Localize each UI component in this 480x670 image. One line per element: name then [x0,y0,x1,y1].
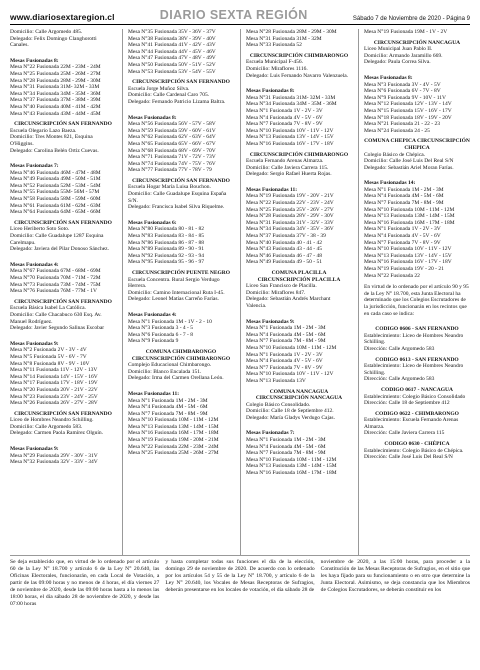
column-3 [240,29,352,555]
spacer [128,211,234,216]
mesa-line: Mesa N°44 Fusionada 44V - 45V - 46V [128,48,216,55]
mesa-line: Mesa N°31 Fusionada 31M - 32M [246,35,322,42]
mesa-line: Mesa N°4 Fusionada 4M - 5M - 6M [128,404,208,411]
section-title: CIRCUNSCRIPCIÓN SAN FERNANDO [14,410,112,417]
mesa-line: Mesa N°13 Fusionada 13V [246,377,306,384]
info-line: Liceo Heriberto Soto Soto. [10,226,70,233]
mesa-line: Mesa N°76 Fusionada 76M - 77M - 1V [10,288,97,295]
mesa-line: Mesa N°68 Fusionada 68V - 69V - 70V [128,147,216,154]
section-title: CIRCUNSCRIPCIÓN CHIMBARONGO [249,151,349,158]
mesa-line: Mesa N°53 Fusionada 53V - 54V - 55V [128,68,216,75]
mesa-line: Mesa N°4 Fusionada 4M - 5M - 6M [246,331,326,338]
section-title: COMUNA CHIMBARONGO CIRCUNSCRIPCIÓN CHIMBARONGO [131,348,231,362]
mesa-line: Mesa N°10 Fusionada 10V - 11V - 12V [246,127,334,134]
mesa-line: Mesa N°16 Fusionada 16M - 17M - 18M [246,470,337,477]
spacer [128,382,234,387]
mesas-heading: Mesas Fusionadas 4: [10,261,59,268]
mesa-line: Mesa N°28 Fusionada 28M - 29M - 30M [10,77,101,84]
info-line: En virtud de lo ordenado por el artículo 90 y 95 de la Ley N° 18.700, esta Junta Electoral ha determinado que los Colegios Escrutadores de la jurisdicción, funcionarán en los recintos que en cada caso se indica: [364,284,469,317]
mesa-line: Mesa N°70 Fusionada 70M - 71M - 72M [10,275,101,281]
section-title: CIRCUNSCRIPCIÓN SAN FERNANDO [14,219,112,226]
mesa-line: Mesa N°7 Fusionada 7M - 8M - 9M [246,338,326,345]
info-line: Domicilio: Calle 18 de Septiembre 412. [246,408,334,415]
mesa-line: Mesa N°9 Fusionada 9 [128,338,179,345]
mesa-line: Mesa N°28 Fusionada 28M - 29M - 30M [246,29,337,35]
spacer [128,106,234,111]
mesa-line: Mesa N°31 Fusionada 31V - 32V - 33V [246,219,334,226]
mesa-line: Mesa N°23 Fusionada 23V - 24V - 25V [10,393,98,400]
mesa-line: Mesa N°1 Fusionada 1M - 2M - 3M [364,186,444,193]
info-line: Establecimiento: Escuela Fernando Arenas Almarza. [364,417,459,430]
info-line: Domicilio: Calle Cardenal Caro 705. [128,92,210,99]
mesa-line: Mesa N°19 Fusionada 19M - 1V - 2V [364,29,448,35]
mesa-line: Mesa N°10 Fusionada 10V - 11V - 12V [364,246,452,253]
mesa-line: Mesa N°83 Fusionada 83 - 84 - 85 [128,233,204,240]
mesa-line: Mesa N°13 Fusionada 13M - 14M - 15M [246,463,337,470]
info-line: Domicilio: Calle José Luis Del Real S/N [364,158,454,165]
mesa-line: Mesa N°71 Fusionada 71V - 72V - 73V [128,154,216,161]
mesa-line: Mesa N°10 Fusionada 10V - 11V - 12V [246,371,334,378]
mesa-line: Mesa N°26 Fusionada 26V - 27V - 28V [10,400,98,407]
info-line: Domicilio: Miraflores 847. [246,289,306,296]
mesa-line: Mesa N°28 Fusionada 28V - 29V - 30V [246,213,334,220]
mesa-line: Mesa N°2 Fusionada 2V - 3V - 4V [10,347,87,354]
mesa-line: Mesa N°12 Fusionada 12V - 13V - 14V [364,101,452,108]
mesa-line: Mesa N°10 Fusionada 10M - 11M - 12M [246,456,337,463]
page-date: Sábado 7 de Noviembre de 2020 - Página 9 [352,16,470,22]
mesa-line: Mesa N°52 Fusionada 52M - 53M - 54M [10,182,101,189]
site-url[interactable]: www.diariosextaregion.cl [10,12,115,22]
info-line: Escuela Básica Isabel La Católica. [10,305,86,312]
info-line: Delegado: Leonel Matías Carreño Farías. [128,296,219,303]
mesa-line: Mesa N°22 Fusionada 22V - 23V - 24V [246,200,334,207]
mesa-line: Mesa N°4 Fusionada 4V - 5V - 6V [246,358,323,365]
mesa-line: Mesa N°7 Fusionada 7V - 8V - 9V [246,364,323,371]
mesa-line: Mesa N°9 Fusionada 9V - 10V - 11V [364,94,446,101]
mesa-line: Mesa N°34 Fusionada 34M - 35M - 36M [246,101,337,108]
info-line: Domicilio: Calle Argomedo 583. [10,423,83,430]
masthead [10,4,470,25]
mesa-line: Mesa N°22 Fusionada 22 [364,272,420,279]
mesa-line: Mesa N°1 Fusionada 1V - 2V - 3V [246,107,323,114]
mesa-line: Mesa N°33 Fusionada 52 [246,42,302,49]
section-title: CODIGO 0617 - NANCAGUA [381,386,453,393]
mesa-line: Mesa N°43 Fusionada 43 - 44 - 45 [246,246,322,253]
mesa-line: Mesa N°24 Fusionada 24 - 25 [364,127,430,134]
info-line: Establecimiento: Liceo de Hombres Neandro Schilling. [364,363,464,376]
mesa-line: Mesa N°40 Fusionada 40M - 41M - 42M [10,103,101,110]
mesa-line: Mesa N°64 Fusionada 64M - 65M - 66M [10,209,101,216]
info-line: Delegado: Francisca Isabel Silva Riquelme. [128,204,225,211]
mesa-line: Mesa N°34 Fusionada 34M - 35M - 36M [10,90,101,97]
mesas-heading: Mesas Fusionadas 7: [246,430,295,437]
section-title: COMUNA NANCAGUA CIRCUNSCRIPCIÓN NANCAGUA [255,388,343,402]
info-line: Domicilio: Calle Chacabuco 630 Esq. Av. Manuel Rodríguez. [10,311,102,325]
mesa-line: Mesa N°32 Fusionada 32V - 33V - 34V [10,459,98,466]
column-4 [358,29,470,555]
mesa-line: Mesa N°29 Fusionada 29V - 30V - 31V [10,452,98,459]
mesa-line: Mesa N°31 Fusionada 31M- 32M - 33M [246,94,336,101]
mesa-line: Mesa N°73 Fusionada 73M - 74M - 75M [10,281,101,288]
mesa-line: Mesa N°1 Fusionada 1M - 1V - 2 - 10 [128,318,212,325]
mesas-heading: Mesas Fusionadas 9: [246,318,295,325]
mesa-line: Mesa N°25 Fusionada 25M - 26M - 27M [128,450,219,457]
info-line: Establecimiento: Colegio Básico de Chépica. [364,447,464,454]
mesa-line: Mesa N°13 Fusionada 13V - 14V - 15V [364,252,452,259]
info-line: Domicilio: Calle Guadalupe 1287 Esquina Carelmapu. [10,233,104,246]
info-line: Domicilio: Armando Jaramillo 669. [364,52,443,59]
info-line: Domicilio: Calle Javiera Carrera 115. [246,164,329,171]
spacer [364,317,470,322]
section-title: COMUNA PLACILLA CIRCUNSCRIPCIÓN PLACILLA [257,270,341,283]
mesa-line: Mesa N°47 Fusionada 47V - 48V - 49V [128,55,216,62]
mesas-heading: Mesas Fusionadas 8: [364,74,413,81]
mesa-line: Mesa N°4 Fusionada 4M - 5M - 6M [364,193,444,200]
mesa-line: Mesa N°37 Fusionada 37M - 38M - 39M [10,97,101,104]
mesas-heading: Mesas Fusionadas 9: [10,446,59,453]
mesa-line: Mesa N°1 Fusionada 1M - 2M - 3M [246,325,326,332]
section-title: COMUNA CHEPICA CIRCUNSCRIPCIÓN CHEPICA [364,138,470,151]
mesa-line: Mesa N°5 Fusionada 5V - 6V - 7V [10,353,87,360]
footer-paragraph-3: noviembre de 2020, a las 15:00 horas, para proceder a la Constitución de las Mesas Receptoras de Sufragios, en el sitio que les haya fijado para su funcionamiento o en otro que determine la Junta Electoral. Asimismo, se deja constancia que los Miembros de Colegios Escrutadores, se deberán constituir en los [320,559,470,593]
info-line: Delegado: Javier Segundo Salinas Escobar [10,325,105,332]
mesa-line: Mesa N°77 Fusionada 77V - 78V - 79 [128,167,212,174]
section-title: CIRCUNSCRIPCIÓN SAN FERNANDO [14,121,112,128]
mesa-line: Mesa N°19 Fusionada 19V - 20V - 21V [246,193,334,200]
info-line: Colegio Básico de Chépica. [364,151,426,158]
mesa-line: Mesa N°16 Fusionada 16V - 17V - 18V [246,140,334,147]
section-title: CODIGO 0630 - CHÉPICA [384,441,450,448]
notice-footer [10,555,470,608]
mesa-line: Mesa N°6 Fusionada 6V - 7V - 8V [364,88,441,95]
mesa-line: Mesa N°10 Fusionada 10M - 11M - 12M [364,206,455,213]
info-line: Delegado: Irma del Carmen Orellana León. [128,375,224,382]
info-line: Domicilio: Calle Argomedo 485. [10,29,83,35]
mesa-line: Mesa N°14 Fusionada 14V - 15V - 16V [10,373,98,380]
info-line: Delegado: Paula Correa Silva. [364,59,431,66]
column-2 [122,29,234,555]
spacer [128,303,234,308]
spacer [10,49,116,54]
mesa-line: Mesa N°11 Fusionada 11V - 12V - 13V [10,367,98,374]
spacer [10,154,116,159]
info-line: Escuela Concentra. Rural Sergio Verdugo Herrera. [128,276,220,290]
mesa-line: Mesa N°4 Fusionada 4M - 5M - 6M [246,443,326,450]
info-line: Dirección: Calle Argomedo 583 [364,376,435,383]
mesa-line: Mesa N°31 Fusionada 31M- 32M - 33M [10,84,100,91]
mesas-heading: Mesas Fusionadas 8: [246,88,295,95]
mesa-line: Mesa N°37 Fusionada 37V - 38 - 39 [246,233,326,240]
mesa-line: Mesa N°10 Fusionada 10M - 11M - 12M [128,417,219,424]
newspaper-title: DIARIO SEXTA REGIÓN [159,8,308,22]
mesa-line: Mesa N°4 Fusionada 4V - 5V - 6V [246,114,323,121]
mesa-line: Mesa N°62 Fusionada 62V - 63V - 64V [128,134,216,141]
info-line: Delegado: Sebastián Ariel Moran Farías. [364,164,454,171]
info-line: Complejo Educacional Chimbarongo. [128,362,212,369]
info-line: Dirección: Calle Javiera Carrera 115 [364,430,445,437]
mesas-heading: Mesas Fusionadas 4: [128,311,177,318]
mesa-line: Mesa N°13 Fusionada 13V - 14V - 15V [246,134,334,141]
mesa-line: Mesa N°41 Fusionada 41V - 42V - 43V [128,42,216,49]
mesas-heading: Mesas Fusionadas 11: [128,390,180,397]
mesa-line: Mesa N°65 Fusionada 65V - 66V - 67V [128,140,216,147]
mesas-heading: Mesas Fusionadas 6: [128,219,177,226]
info-line: Dirección: Calle 18 de Septiembre 412 [364,400,450,407]
mesa-line: Mesa N°16 Fusionada 16M - 17M - 18M [364,219,455,226]
mesa-line: Mesa N°50 Fusionada 50V - 51V - 52V [128,61,216,68]
mesa-line: Mesa N°6 Fusionada 6 - 7 - 8 [128,331,193,338]
mesas-heading: Mesas Fusionadas 7: [10,163,59,170]
section-title: CIRCUNSCRIPCIÓN NANCAGUA [373,39,461,46]
mesa-line: Mesa N°56 Fusionada 56V - 57V - 58V [128,121,216,128]
section-title: CIRCUNSCRIPCIÓN SAN FERNANDO [132,177,230,184]
info-line: Dirección: Calle José Luis Del Real S/N [364,454,453,461]
mesa-line: Mesa N°21 Fusionada 21 - 22 - 23 [364,121,440,128]
mesa-line: Mesa N°17 Fusionada 17V - 18V - 19V [10,380,98,387]
mesa-line: Mesa N°22 Fusionada 22M - 23M - 24M [10,64,101,71]
mesa-line: Mesa N°4 Fusionada 4V - 5V - 6V [364,233,441,240]
mesa-line: Mesa N°25 Fusionada 25V - 26V - 27V [246,206,334,213]
info-line: Colegio Básico Consolidado. [246,401,311,408]
mesa-line: Mesa N°38 Fusionada 38V - 39V - 40V [128,35,216,42]
spacer [246,178,352,183]
spacer [246,421,352,426]
mesa-line: Mesa N°58 Fusionada 58M - 59M - 60M [10,196,101,203]
footer-paragraph-1: Se deja establecido que, en virtud de lo ordenado por el artículo 60 de la Ley N° 18.700 y artículo 6 de la Ley N° 20.640, las Oficinas Electorales, funcionarán, en cada Local de Votación, a partir de las 09:00 horas y no menos de 4 horas, el día viernes 27 de noviembre de 2020, desde las 09:00 horas hasta a lo menos las 18:00 horas, el día sábado 28 de noviembre de 2020, y desde las 07:00 horas [10,559,160,607]
info-line: Establecimiento: Liceo de Hombres Neandro Schilling. [364,332,464,346]
mesa-line: Mesa N°95 Fusionada 95 - 96 - 97 [128,259,204,266]
info-line: Dirección: Calle Argomedo 583 [364,345,435,352]
mesa-line: Mesa N°92 Fusionada 92 - 93 - 94 [128,252,204,259]
section-title: CIRCUNSCRIPCIÓN CHIMBARONGO [249,52,349,59]
info-line: Delegado: Carolina Belén Ortiz Cuevas. [10,147,99,154]
info-line: Escuela Olegario Lazo Baeza. [10,127,77,134]
mesa-line: Mesa N°34 Fusionada 34V - 35V - 36V [246,226,334,233]
mesa-line: Mesa N°1 Fusionada 1V - 2V - 3V [246,351,323,358]
mesa-line: Mesa N°7 Fusionada 7V - 8V - 9V [364,239,441,246]
mesa-line: Mesa N°49 Fusionada 49M - 50M - 51M [10,176,101,183]
info-line: Delegado: Sebastián Andrés Marchant Valencia. [246,296,331,309]
info-line: Delegado: Felix Domingo Clanghorotti Canales. [10,35,97,49]
mesa-line: Mesa N°61 Fusionada 61M - 62M - 63M [10,202,101,209]
spacer [10,437,116,442]
mesa-line: Mesa N°1 Fusionada 1V - 2V - 3V [364,226,441,233]
mesa-line: Mesa N°19 Fusionada 19V - 20 - 21 [364,266,444,272]
mesa-line: Mesa N°3 Fusionada 3 - 4 - 5 [128,325,193,332]
info-line: Delegado: Javiera del Pilar Donoso Sánchez. [10,246,109,253]
mesa-line: Mesa N°15 Fusionada 15V - 16V - 17V [364,107,452,114]
mesa-line: Mesa N°13 Fusionada 13M - 14M - 15M [128,423,219,430]
mesa-line: Mesa N°7 Fusionada 7M - 8M - 9M [246,450,326,457]
info-line: Escuela Jorge Muñoz Silva. [128,85,190,92]
mesas-heading: Mesas Fusionadas 14: [364,180,416,187]
info-line: Liceo de Hombres Neandro Schilling. [10,417,94,424]
section-title: CODIGO 0606 - SAN FERNANDO [375,326,459,333]
mesa-line: Mesa N°7 Fusionada 7V - 8V - 9V [246,121,323,128]
mesa-line: Mesa N°43 Fusionada 43M - 44M - 45M [10,110,101,117]
spacer [364,66,470,71]
mesa-line: Mesa N°74 Fusionada 74V - 75V - 76V [128,160,216,167]
spacer [10,253,116,258]
mesa-line: Mesa N°35 Fusionada 35V - 36V - 37V [128,29,216,35]
mesa-line: Mesa N°20 Fusionada 20V - 21V - 22V [10,386,98,393]
info-line: Delegado: Carmen Paola Ramírez Olguín. [10,430,104,437]
mesa-line: Mesa N°49 Fusionada 49 - 50 - 51 [246,259,322,266]
spacer [10,332,116,337]
mesa-line: Mesa N°13 Fusionada 13M - 14M - 15M [364,213,455,220]
mesa-line: Mesa N°89 Fusionada 89 - 90 - 91 [128,246,204,253]
mesa-line: Mesa N°1 Fusionada 1M - 2M - 3M [246,437,326,444]
info-line: Delegado: María Gladys Verdugo Cajas. [246,414,335,421]
mesa-line: Mesa N°67 Fusionada 67M - 68M - 69M [10,268,101,275]
info-line: Domicilio: Blanco Encalada 151. [128,368,202,375]
mesa-line: Mesa N°18 Fusionada 18V - 19V - 20V [364,114,452,121]
article-columns [10,29,470,555]
info-line: Domicilio: Calle Guadalupe Esquina España S/N. [128,191,227,204]
mesa-line: Mesa N°25 Fusionada 25M - 26M - 27M [10,70,101,77]
mesa-line: Mesa N°22 Fusionada 22M - 23M - 24M [128,443,219,450]
mesa-line: Mesa N°86 Fusionada 86 - 87 - 88 [128,239,204,246]
info-line: Delegado: Sergio Rafael Huerta Rojas. [246,171,332,178]
mesa-line: Mesa N°46 Fusionada 46 - 47 - 48 [246,252,322,259]
mesas-heading: Mesas Fusionadas 11: [246,186,298,193]
spacer [364,171,470,176]
mesa-line: Mesa N°40 Fusionada 40 - 41 - 42 [246,239,322,246]
info-line: Delegado: Luis Fernando Navarro Valenzuela. [246,72,349,79]
mesas-heading: Mesas Fusionadas 9: [10,340,59,347]
spacer [246,79,352,84]
mesa-line: Mesa N°1 Fusionada 1M - 2M - 3M [128,397,208,404]
mesa-line: Mesa N°59 Fusionada 59V - 60V - 61V [128,127,216,134]
mesa-line: Mesa N°10 Fusionada 10M - 11M - 12M [246,344,337,351]
info-line: Delegado: Fernando Patricio Lizama Baltra. [128,98,226,105]
section-title: CODIGO 0613 - SAN FERNANDO [375,356,459,363]
info-line: Liceo San Francisco de Placilla. [246,283,317,290]
section-title: CIRCUNSCRIPCIÓN SAN FERNANDO [14,298,112,305]
footer-paragraph-2: y hasta completar todas sus funciones el día de la elección, domingo 29 de noviembre de 2020. De acuerdo con lo ordenado por los artículos 54 y 55 de la Ley N° 18.700, y artículo 6 de la Ley N° 20.640, los Vocales de Mesas Receptoras de Sufragios, deberán presentarse en los locales de votación, el día sábado 28 de [165,559,315,593]
mesa-line: Mesa N°19 Fusionada 19M - 20M - 21M [128,437,219,444]
mesa-line: Mesa N°46 Fusionada 46M - 47M - 48M [10,169,101,176]
info-line: Domicilio: Miraflores 1116. [246,65,308,72]
mesa-line: Mesa N°16 Fusionada 16V - 17V - 18V [364,259,452,266]
mesas-heading: Mesas Fusionadas 8: [128,114,177,121]
section-title: CIRCUNSCRIPCIÓN SAN FERNANDO [132,79,230,86]
section-title: CIRCUNSCRIPCIÓN PUENTE NEGRO [131,270,231,276]
mesa-line: Mesa N°80 Fusionada 80 - 81 - 82 [128,226,204,233]
mesa-line: Mesa N°8 Fusionada 8V - 9V - 10V [10,360,90,367]
info-line: Escuela Hogar María Luisa Bouchon. [128,184,211,191]
info-line: Domicilio: Camino Internacional Ruta I-45. [128,289,225,296]
spacer [246,310,352,315]
mesa-line: Mesa N°55 Fusionada 55M- 56M - 57M [10,189,100,196]
section-title: CODIGO 0622 - CHIMBARONGO [375,410,459,417]
mesa-line: Mesa N°7 Fusionada 7M - 8M - 9M [364,200,444,207]
info-line: Establecimiento: Colegio Básico Consolidado [364,393,466,400]
info-line: Liceo Municipal Juan Pablo II. [364,46,433,53]
info-line: Domicilio: Tres Montes 821, Esquina O'Higgins. [10,134,93,147]
column-1 [10,29,116,555]
mesa-line: Mesa N°3 Fusionada 3V - 4V - 5V [364,81,441,88]
mesa-line: Mesa N°16 Fusionada 16M - 17M - 18M [128,430,219,437]
info-line: Escuela Municipal F-456. [246,59,303,66]
info-line: Escuela Fernando Arenas Almarza. [246,158,324,165]
mesa-line: Mesa N°7 Fusionada 7M - 8M - 9M [128,410,208,417]
mesas-heading: Mesas Fusionadas 8: [10,57,59,64]
